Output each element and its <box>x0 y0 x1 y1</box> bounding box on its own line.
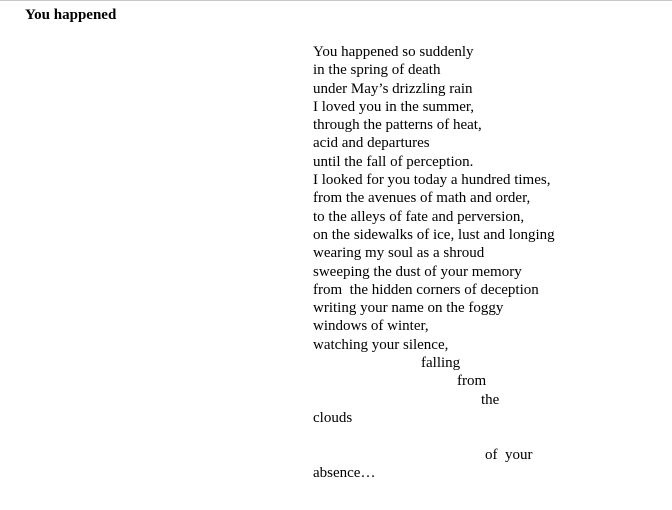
poem-line-of-your: of your <box>485 446 533 463</box>
top-divider <box>0 0 672 1</box>
poem-line: wearing my soul as a shroud <box>313 245 485 262</box>
poem-line-clouds: clouds <box>313 409 353 426</box>
poem-line: windows of winter, <box>313 318 429 335</box>
poem-blank-line <box>313 427 555 445</box>
poem-line: through the patterns of heat, <box>313 117 482 134</box>
poem-line: You happened so suddenly <box>313 44 474 60</box>
poem-line: on the sidewalks of ice, lust and longing <box>313 226 555 243</box>
poem-body <box>313 43 555 482</box>
poem-line: in the spring of death <box>313 62 441 79</box>
poem-line: from the hidden corners of deception <box>313 281 539 298</box>
poem-line-the: the <box>481 391 500 408</box>
poem-line: until the fall of perception. <box>313 153 474 170</box>
poem-line: watching your silence, <box>313 336 449 353</box>
poem-line: I looked for you today a hundred times, <box>313 172 551 189</box>
poem-line: acid and departures <box>313 135 430 152</box>
poem-line: I loved you in the summer, <box>313 98 475 115</box>
poem-line: under May’s drizzling rain <box>313 80 473 97</box>
poem-line: from the avenues of math and order, <box>313 190 531 207</box>
poem-line-falling: falling <box>421 355 461 372</box>
poem-line: sweeping the dust of your memory <box>313 263 522 280</box>
poem-line: writing your name on the foggy <box>313 300 504 317</box>
poem-line-from: from <box>457 373 487 390</box>
poem-line: to the alleys of fate and perversion, <box>313 208 525 225</box>
poem-line-absence: absence… <box>313 464 376 481</box>
poem-title: You happened <box>25 7 117 23</box>
